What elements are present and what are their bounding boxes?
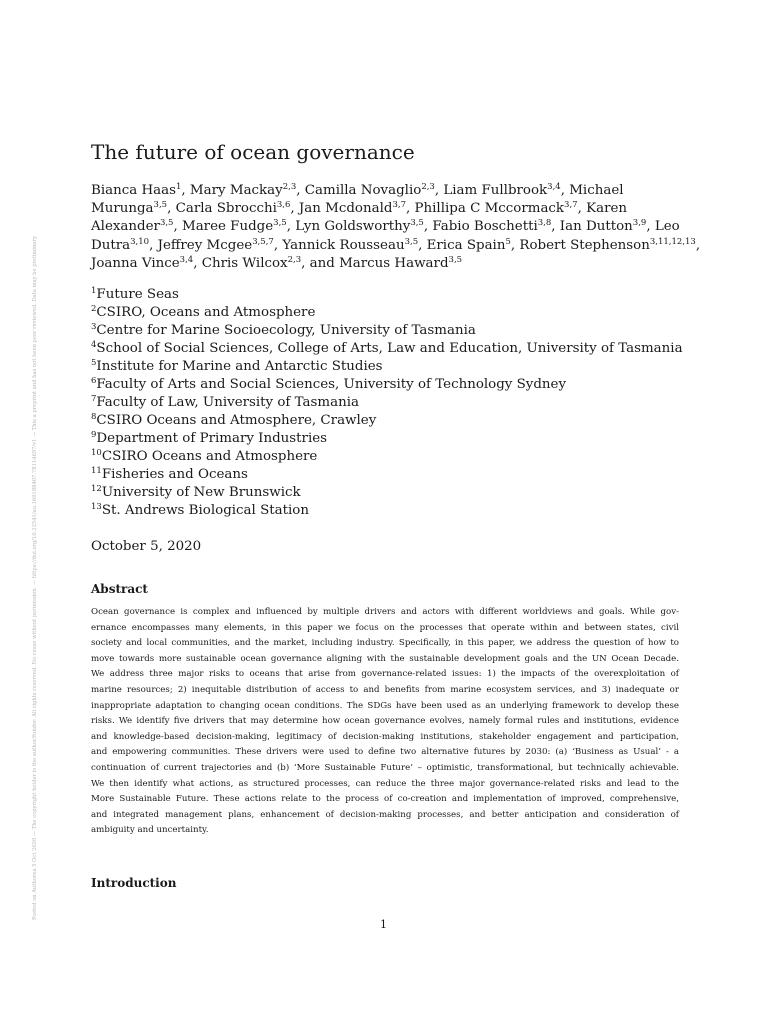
affiliation-item (91, 412, 711, 430)
affiliation-marker: 3,9 (632, 218, 647, 229)
author-name-text: , Ian Dutton (551, 219, 633, 235)
affiliation-name: Institute for Marine and Antarctic Studies (96, 359, 383, 374)
affiliation-number: 12 (91, 484, 102, 494)
author-name-text: , Phillipa C Mccormack (405, 201, 565, 217)
author-name-text: , Michael (560, 183, 624, 198)
affiliation-marker: 3,11,12,13 (649, 236, 696, 247)
abstract-line: move towards more sustainable ocean governance aligning with the sustainable development goals and the UN Ocean Decade. (91, 653, 679, 664)
abstract-line: ernance encompasses many elements, in this paper we focus on the processes that operate within and between states, civil (91, 622, 679, 633)
sidebar-note-text: Posted on Authorea 5 Oct 2020 — The copyright holder is the author/funder. All rights reserved. No reuse without permission. — https://doi.org/10.22541/au.160188407.78114697/v1 — This a preprint and has not been peer reviewed. Data may be preliminary. (32, 235, 38, 920)
affiliation-marker: 5 (505, 236, 511, 247)
affiliation-item (91, 466, 711, 484)
author-line (91, 218, 691, 236)
publication-date: October 5, 2020 (91, 539, 202, 554)
affiliation-name: Fisheries and Oceans (101, 467, 248, 482)
affiliation-marker: 3,7 (564, 200, 578, 211)
abstract-body (91, 605, 679, 839)
affiliation-number: 8 (91, 412, 97, 422)
author-name-text: , Karen (577, 201, 628, 217)
affiliation-item (91, 394, 711, 412)
affiliation-name: Centre for Marine Socioecology, University of Tasmania (96, 323, 476, 338)
author-name-text: , Jan Mcdonald (290, 201, 393, 217)
author-name-text: Dutra (91, 237, 131, 253)
affiliation-marker: 3,5 (410, 218, 424, 229)
affiliation-marker: 1 (176, 182, 182, 192)
affiliation-marker: 3,5 (273, 218, 287, 229)
author-name-text: , Leo (646, 219, 680, 235)
affiliation-number: 7 (91, 394, 97, 404)
author-name-text: , Maree Fudge (173, 219, 274, 235)
author-name-text: , Camilla Novaglio (296, 183, 422, 198)
affiliation-marker: 2,3 (287, 254, 302, 265)
author-list (91, 182, 701, 273)
affiliation-item (91, 502, 711, 520)
author-name-text: , Chris Wilcox (193, 255, 288, 271)
author-name-text: , Carla Sbrocchi (167, 201, 277, 217)
author-name-text: , Jeffrey Mcgee (149, 237, 253, 253)
affiliation-marker: 3,7 (392, 200, 406, 211)
affiliation-name: CSIRO Oceans and Atmosphere, Crawley (96, 413, 377, 428)
affiliation-marker: 3,6 (276, 200, 291, 211)
affiliation-list (91, 286, 711, 520)
affiliation-name: University of New Brunswick (101, 485, 301, 500)
abstract-line: and empowering communities. These drivers were used to define two alternative futures by 2030: (a) ‘Business as Usual’ - a (91, 747, 679, 758)
author-name-text: Bianca Haas (91, 183, 176, 198)
abstract-line: We then identify what actions, as structured processes, can reduce the three major governance-related risks and lead to the (91, 778, 679, 789)
affiliation-number: 13 (91, 502, 102, 512)
affiliation-item (91, 304, 711, 322)
author-name-text: , Mary Mackay (181, 183, 283, 198)
affiliation-marker: 3,4 (179, 254, 194, 265)
affiliation-name: St. Andrews Biological Station (101, 503, 309, 518)
affiliation-item (91, 286, 711, 304)
affiliation-marker: 3,5 (159, 218, 174, 229)
abstract-line: marine resources; 2) inequitable distribution of access to and benefits from marine ecosystem services, and 3) inadequate or (91, 684, 679, 695)
abstract-line: and knowledge-based decision-making, legitimacy of decision-making institutions, stakeholder engagement and participation, (91, 731, 679, 742)
author-name-text: , and Marcus Haward (301, 255, 449, 271)
introduction-heading: Introduction (91, 876, 177, 890)
affiliation-name: Future Seas (96, 287, 179, 302)
affiliation-number: 1 (91, 286, 97, 296)
affiliation-item (91, 358, 711, 376)
author-name-text: , Lyn Goldsworthy (286, 219, 411, 235)
affiliation-marker: 2,3 (282, 182, 297, 192)
author-name-text: , Fabio Boschetti (423, 219, 538, 235)
affiliation-name: CSIRO Oceans and Atmosphere (101, 449, 318, 464)
abstract-line: society and local communities, and the market, including industry. Specifically, in this paper, we address the question of how to (91, 638, 679, 649)
affiliation-marker: 3,10 (130, 236, 150, 247)
affiliation-marker: 3,8 (537, 218, 552, 229)
author-name-text: , Liam Fullbrook (434, 183, 548, 198)
affiliation-number: 9 (91, 430, 97, 440)
page-number: 1 (380, 918, 387, 931)
author-line (91, 200, 691, 218)
affiliation-marker: 3,5 (404, 236, 419, 247)
abstract-line: inappropriate adaptation to changing ocean conditions. The SDGs have been used as an underlying framework to develop these (91, 700, 679, 711)
author-name-text: Alexander (91, 219, 160, 235)
affiliation-name: Department of Primary Industries (96, 431, 328, 446)
abstract-line: and integrated management plans, enhancement of decision-making processes, and better anticipation and consideration of (91, 809, 679, 820)
affiliation-marker: 3,4 (547, 182, 561, 192)
author-name-text: , Robert Stephenson (510, 237, 650, 253)
abstract-line: risks. We identify five drivers that may determine how ocean governance evolves, namely formal rules and institutions, evidence (91, 716, 679, 727)
author-line (91, 236, 701, 255)
abstract-line: continuation of current trajectories and (b) ‘More Sustainable Future’ – optimistic, transformational, but technically achievable. (91, 762, 679, 773)
author-name-text: Joanna Vince (91, 255, 180, 271)
affiliation-marker: 3,5 (153, 200, 168, 211)
affiliation-name: School of Social Sciences, College of Arts, Law and Education, University of Tasmania (96, 341, 683, 356)
affiliation-number: 5 (91, 358, 97, 368)
affiliation-name: Faculty of Arts and Social Sciences, University of Technology Sydney (96, 377, 567, 392)
affiliation-name: Faculty of Law, University of Tasmania (96, 395, 359, 410)
author-name-text: , Erica Spain (418, 237, 506, 253)
affiliation-marker: 3,5,7 (252, 236, 274, 247)
affiliation-marker: 2,3 (421, 182, 435, 192)
abstract-line: More Sustainable Future. These actions relate to the process of co-creation and implementation of improved, comprehensive, (91, 794, 679, 805)
affiliation-item (91, 322, 711, 340)
abstract-line: We address three major risks to oceans that arise from governance-related issues: 1) the impacts of the overexploitation of (91, 669, 679, 680)
abstract-line: ambiguity and uncertainty. (91, 825, 209, 836)
affiliation-item (91, 340, 711, 358)
affiliation-name: CSIRO, Oceans and Atmosphere (96, 305, 316, 320)
affiliation-number: 6 (91, 376, 97, 386)
preprint-sidebar-note (28, 130, 42, 920)
author-line (91, 255, 691, 273)
affiliation-number: 10 (91, 448, 102, 458)
abstract-line: Ocean governance is complex and influenced by multiple drivers and actors with different worldviews and goals. While gov- (91, 607, 679, 617)
affiliation-number: 3 (91, 322, 97, 332)
abstract-heading: Abstract (91, 582, 148, 596)
affiliation-number: 2 (91, 304, 97, 314)
author-name-text: , Yannick Rousseau (273, 237, 405, 253)
paper-title: The future of ocean governance (91, 140, 415, 164)
affiliation-item (91, 376, 711, 394)
affiliation-number: 4 (91, 340, 97, 350)
affiliation-item (91, 448, 711, 466)
affiliation-item (91, 430, 711, 448)
author-line (91, 182, 691, 200)
affiliation-marker: 3,5 (448, 254, 463, 265)
author-name-text: Murunga (91, 201, 154, 217)
affiliation-item (91, 484, 711, 502)
affiliation-number: 11 (91, 466, 102, 476)
author-name-text: , (695, 237, 701, 253)
